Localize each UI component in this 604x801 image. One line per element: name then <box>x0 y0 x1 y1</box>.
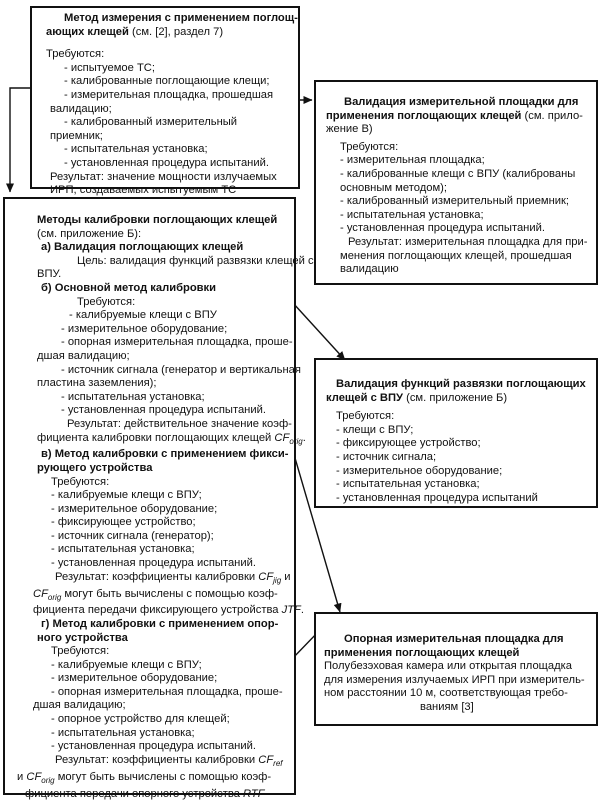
title-part: ающих клещей <box>46 25 129 38</box>
list-item: - опорное устройство для клещей; <box>51 713 230 726</box>
title-ref: (см. приложение Б) <box>402 391 508 404</box>
cf-symbol: CF <box>274 431 290 444</box>
result-part: Результат: коэффициенты калибровки <box>55 753 259 766</box>
title-part: применения поглощающих клещей <box>324 646 520 659</box>
list-item: - клещи с ВПУ; <box>336 423 414 436</box>
result-text: Результат: значение мощности излучаемых <box>50 170 277 183</box>
box-title <box>326 378 592 392</box>
result-part: Результат: коэффициенты калибровки <box>55 570 259 583</box>
list-item: - установленная процедура испытаний. <box>340 222 545 235</box>
box-title <box>46 26 292 40</box>
result-text <box>11 604 304 618</box>
body-line: ном расстоянии 10 м, соответствующая требо- <box>324 687 568 700</box>
body-line: для измерения излучаемых ИРП при измеритель- <box>324 673 585 686</box>
list-item: - калибруемые клещи с ВПУ; <box>51 658 202 671</box>
result-text <box>11 431 306 449</box>
title-ref: (см. прило- <box>521 109 583 122</box>
requirements-label: Требуются: <box>340 140 399 153</box>
list-item: - установленная процедура испытаний. <box>64 156 269 169</box>
title-ref: (см. [2], раздел 7) <box>128 25 224 38</box>
box-title <box>326 392 592 406</box>
list-item: - фиксирующее устройство; <box>51 516 196 529</box>
result-part: . <box>300 604 304 617</box>
list-item: - испытательная установка; <box>64 143 208 156</box>
list-item: - источник сигнала (генератор); <box>51 529 214 542</box>
list-item: - испытательная установка; <box>340 208 484 221</box>
result-part: фициента калибровки поглощающих клещей <box>37 431 272 444</box>
list-item: - установленная процедура испытаний. <box>51 557 256 570</box>
title-part: Опорная измерительная площадка для <box>344 633 564 645</box>
cf-subscript: ref <box>273 759 283 769</box>
requirements-label: Требуются: <box>51 645 110 658</box>
result-part: могут быть вычислены с помощью коэф- <box>54 770 272 783</box>
measurement-method-box <box>30 6 300 197</box>
list-item: валидацию; <box>50 102 112 115</box>
requirements-label: Требуются: <box>336 410 395 423</box>
rtf-symbol: RTF <box>243 787 265 800</box>
result-text <box>11 588 290 605</box>
list-item: - измерительное оборудование; <box>51 672 218 685</box>
list-item: - испытательная установка; <box>51 543 195 556</box>
cf-subscript: orig <box>41 775 55 785</box>
box-title <box>326 96 590 110</box>
list-item: - опорная измерительная площадка, проше- <box>61 336 293 349</box>
list-item: - источник сигнала (генератор и вертикальная <box>61 363 301 376</box>
result-text: Результат: действительное значение коэф- <box>67 417 292 430</box>
result-text <box>11 571 290 588</box>
cf-symbol: CF <box>33 587 48 600</box>
list-item: - калиброванный измерительный <box>64 116 238 129</box>
decoupling-validation-box <box>314 358 598 508</box>
list-item: - испытательная установка; <box>51 726 195 739</box>
result-part: и <box>281 570 291 583</box>
list-item: - измерительная площадка, прошедшая <box>64 88 274 101</box>
body-line: ваниям [3] <box>420 700 474 713</box>
title-part: применения поглощающих клещей <box>326 109 522 122</box>
list-item: - калиброванные поглощающие клещи; <box>64 75 270 88</box>
box-title <box>46 12 298 26</box>
result-part: фициента передачи фиксирующего устройства <box>33 604 282 617</box>
list-item: дшая валидацию; <box>37 349 130 362</box>
list-item: приемник; <box>50 129 103 142</box>
list-item: - установленная процедура испытаний. <box>51 740 256 753</box>
title-part: Валидация функций развязки поглощающих <box>336 378 586 390</box>
result-text: валидацию <box>340 263 399 276</box>
list-item: - испытательная установка; <box>336 478 480 491</box>
cf-subscript: orig <box>289 436 303 446</box>
title-part: Метод измерения с применением поглощ- <box>64 12 298 24</box>
arrow-to-calibration-methods <box>10 88 30 192</box>
title-part: клещей с ВПУ <box>326 391 403 404</box>
result-text: Результат: измерительная площадка для при- <box>348 235 588 248</box>
cf-symbol: CF <box>258 570 274 583</box>
site-validation-box <box>314 80 598 285</box>
list-item: - фиксирующее устройство; <box>336 437 481 450</box>
list-item: - калиброванные клещи с ВПУ (калиброваны <box>340 167 576 180</box>
title-part: Методы калибровки поглощающих клещей <box>37 214 278 226</box>
list-item: - испытуемое ТС; <box>64 61 155 74</box>
title-ref: жение В) <box>326 123 373 136</box>
cf-subscript: jig <box>273 575 282 585</box>
list-item: - калибруемые клещи с ВПУ <box>69 309 217 322</box>
section-d-title: г) Метод калибровки с применением опор- <box>41 617 279 630</box>
title-part: Валидация измерительной площадки для <box>344 96 579 108</box>
section-a-goal: Цель: валидация функций развязки клещей с <box>77 254 314 267</box>
result-text <box>11 771 290 788</box>
requirements-label: Требуются: <box>77 295 136 308</box>
section-a-title: а) Валидация поглощающих клещей <box>41 241 244 254</box>
result-part: и <box>17 770 27 783</box>
cf-symbol: CF <box>258 753 274 766</box>
calibration-methods-box <box>3 197 314 800</box>
section-d-title: ного устройства <box>37 631 128 644</box>
list-item: - калибруемые клещи с ВПУ; <box>51 489 202 502</box>
list-item: основным методом); <box>340 181 447 194</box>
box-title <box>326 110 590 124</box>
reference-site-box <box>314 612 598 726</box>
requirements-label: Требуются: <box>51 475 110 488</box>
list-item: пластина заземления); <box>37 377 157 390</box>
title-ref: (см. приложение Б): <box>37 227 142 240</box>
box-title <box>11 214 290 228</box>
list-item: - калиброванный измерительный приемник; <box>340 195 570 208</box>
list-item: - источник сигнала; <box>336 450 437 463</box>
cf-subscript: orig <box>47 592 62 602</box>
result-part: . <box>302 431 306 444</box>
list-item: - измерительная площадка; <box>340 154 485 167</box>
result-text <box>11 754 290 771</box>
result-text: менения поглощающих клещей, прошедшая <box>340 249 572 262</box>
body-line: Полубезэховая камера или открытая площадка <box>324 660 572 673</box>
result-part: могут быть вычислены с помощью коэф- <box>61 587 278 600</box>
list-item: - установленная процедура испытаний <box>336 491 538 504</box>
section-a-goal: ВПУ. <box>37 268 62 281</box>
list-item: - измерительное оборудование; <box>61 322 228 335</box>
section-c-title: рующего устройства <box>37 461 153 474</box>
result-text: ИРП, создаваемых испытуемым ТС <box>50 184 237 197</box>
list-item: - установленная процедура испытаний. <box>61 404 266 417</box>
result-part: фициента передачи опорного устройства <box>25 787 244 800</box>
list-item: - измерительное оборудование; <box>51 502 218 515</box>
section-b-title: б) Основной метод калибровки <box>41 281 217 294</box>
jtf-symbol: JTF <box>281 604 301 617</box>
cf-symbol: CF <box>26 770 42 783</box>
list-item: - опорная измерительная площадка, проше- <box>51 685 283 698</box>
section-c-title: в) Метод калибровки с применением фикси- <box>41 448 289 461</box>
list-item: дшая валидацию; <box>33 699 126 712</box>
requirements-label: Требуются: <box>46 48 105 61</box>
list-item: - испытательная установка; <box>61 390 205 403</box>
list-item: - измерительное оборудование; <box>336 464 503 477</box>
